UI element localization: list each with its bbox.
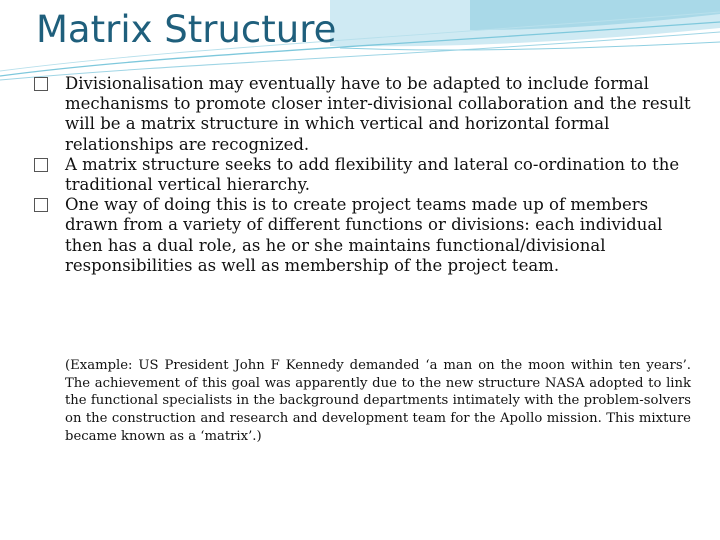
bullet-item <box>34 155 698 195</box>
slide-title: Matrix Structure <box>36 8 337 51</box>
bullet-item <box>34 74 698 155</box>
square-bullet-icon <box>34 77 48 91</box>
bullet-text: A matrix structure seeks to add flexibility and lateral co-ordination to the traditional vertical hierarchy. <box>65 154 680 195</box>
bullet-list <box>34 74 698 276</box>
bullet-text: Divisionalisation may eventually have to be adapted to include formal mechanisms to promote closer inter-divisional collaboration and the result will be a matrix structure in which vertical and horizontal formal relationships are recognized. <box>65 74 691 154</box>
bullet-item <box>34 195 698 276</box>
square-bullet-icon <box>34 158 48 172</box>
example-paragraph: (Example: US President John F Kennedy demanded ‘a man on the moon within ten years’. The achievement of this goal was apparently due to the new structure NASA adopted to link the functional specialists in the background departments intimately with the problem-solvers on the construction and research and development team for the Apollo mission. This mixture became known as a ‘matrix’.) <box>65 358 691 444</box>
square-bullet-icon <box>34 198 48 212</box>
bullet-text: One way of doing this is to create project teams made up of members drawn from a variety of different functions or divisions: each individual then has a dual role, as he or she maintains functional/divisional responsibilities as well as membership of the project team. <box>65 195 663 275</box>
